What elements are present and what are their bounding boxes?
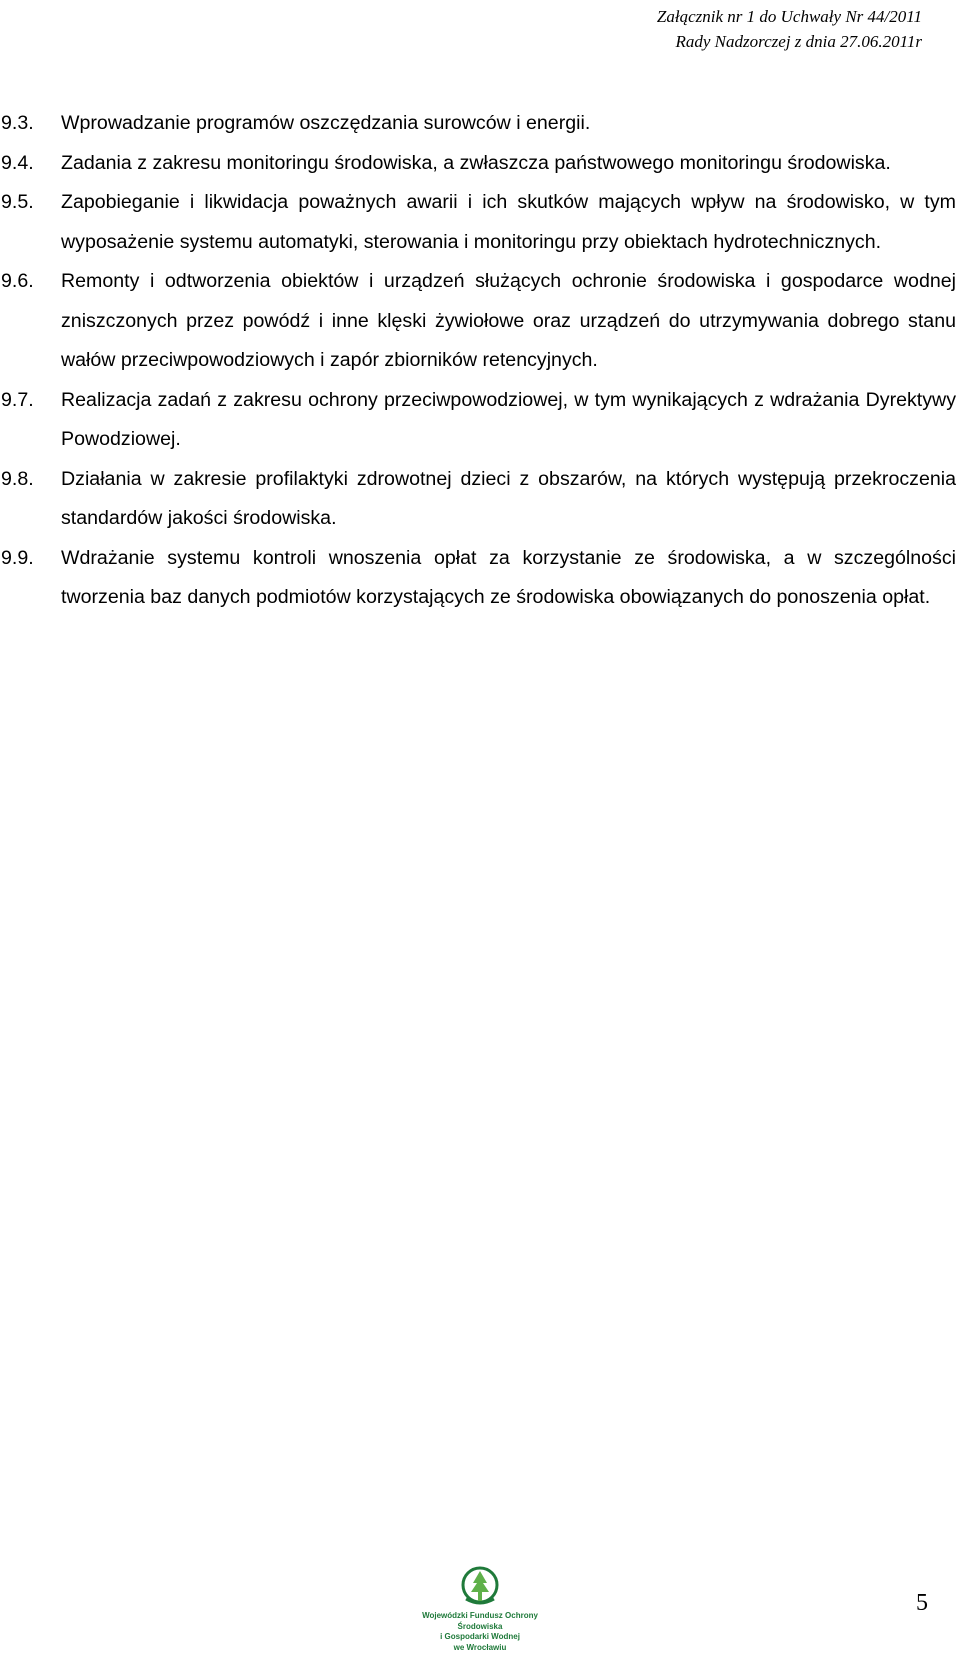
item-number: 9.3.	[0, 104, 61, 144]
item-text: Zadania z zakresu monitoringu środowiska, a zwłaszcza państwowego monitoringu środowiska.	[61, 144, 956, 184]
item-number: 9.9.	[0, 539, 61, 579]
list-item	[0, 539, 956, 618]
item-text: Remonty i odtworzenia obiektów i urządzeń służących ochronie środowiska i gospodarce wodnej zniszczonych przez powódź i inne klęski żywiołowe oraz urządzeń do utrzymywania dobrego stanu wałów przeciwpowodziowych i zapór zbiorników retencyjnych.	[61, 262, 956, 381]
logo-caption	[400, 1611, 560, 1653]
item-number: 9.8.	[0, 460, 61, 500]
item-text: Realizacja zadań z zakresu ochrony przeciwpowodziowej, w tym wynikających z wdrażania Dyrektywy Powodziowej.	[61, 381, 956, 460]
header-resolution-date-line: Rady Nadzorczej z dnia 27.06.2011r	[657, 29, 922, 54]
document-body	[0, 104, 956, 618]
fund-logo	[400, 1565, 560, 1645]
header-attachment-line: Załącznik nr 1 do Uchwały Nr 44/2011	[657, 4, 922, 29]
item-number: 9.7.	[0, 381, 61, 421]
document-header	[657, 4, 922, 54]
list-item	[0, 144, 956, 184]
item-text: Działania w zakresie profilaktyki zdrowotnej dzieci z obszarów, na których występują przekroczenia standardów jakości środowiska.	[61, 460, 956, 539]
list-item	[0, 104, 956, 144]
tree-logo-icon	[460, 1565, 500, 1609]
list-item	[0, 381, 956, 460]
list-item	[0, 460, 956, 539]
page-number: 5	[916, 1590, 928, 1617]
logo-line-1: Wojewódzki Fundusz Ochrony Środowiska	[400, 1611, 560, 1632]
item-text: Wdrażanie systemu kontroli wnoszenia opłat za korzystanie ze środowiska, a w szczególności tworzenia baz danych podmiotów korzystających ze środowiska obowiązanych do ponoszenia opłat.	[61, 539, 956, 618]
item-number: 9.5.	[0, 183, 61, 223]
item-text: Zapobieganie i likwidacja poważnych awarii i ich skutków mających wpływ na środowisko, w tym wyposażenie systemu automatyki, sterowania i monitoringu przy obiektach hydrotechnicznych.	[61, 183, 956, 262]
list-item	[0, 183, 956, 262]
logo-line-2: i Gospodarki Wodnej	[400, 1632, 560, 1643]
logo-line-3: we Wrocławiu	[400, 1643, 560, 1653]
item-text: Wprowadzanie programów oszczędzania surowców i energii.	[61, 104, 956, 144]
item-number: 9.6.	[0, 262, 61, 302]
list-item	[0, 262, 956, 381]
item-number: 9.4.	[0, 144, 61, 184]
